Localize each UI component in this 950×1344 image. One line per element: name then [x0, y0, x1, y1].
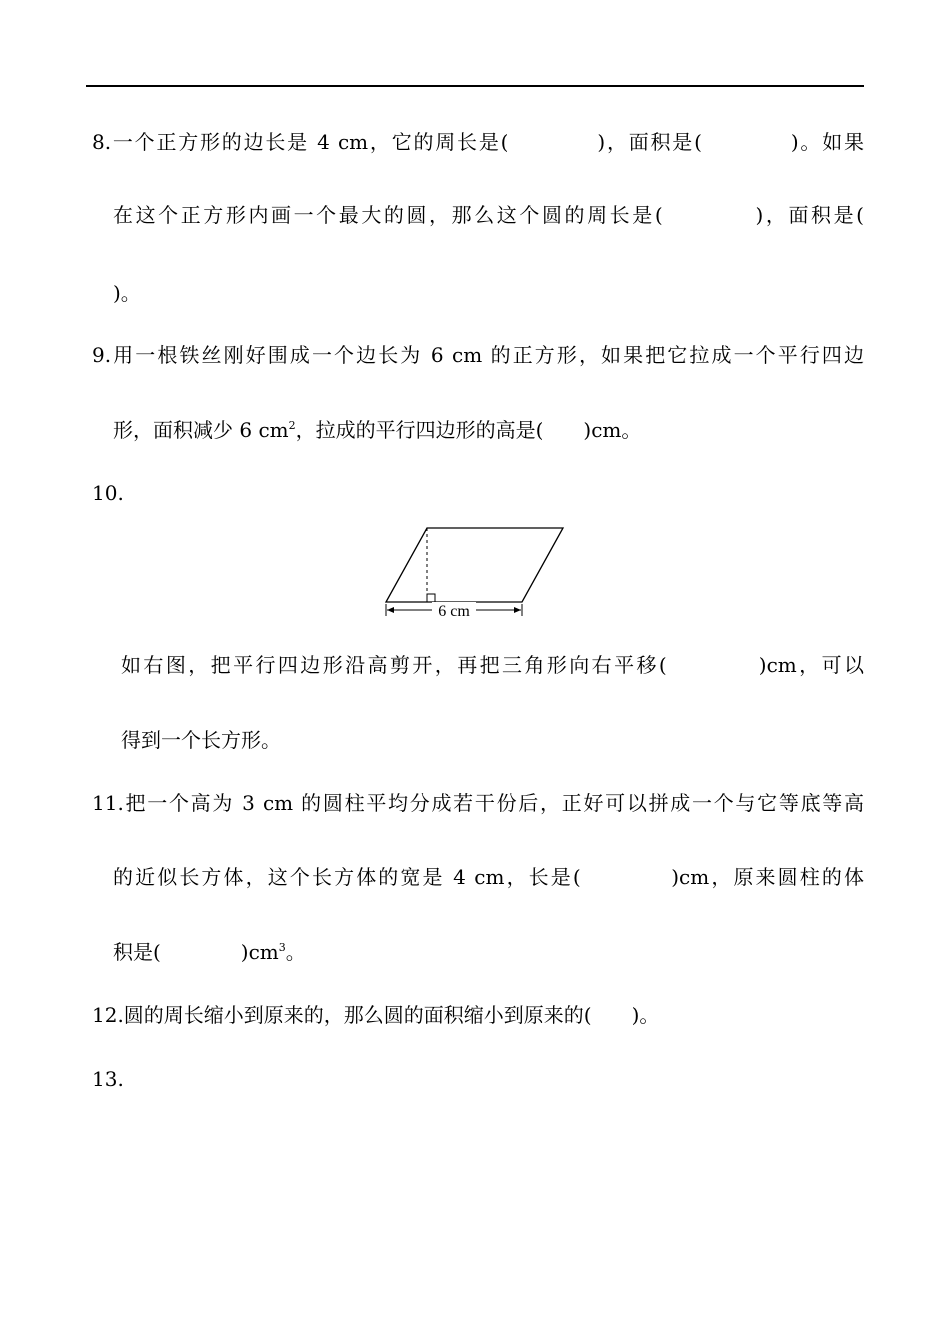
parallelogram-shape — [386, 528, 563, 602]
q11-line-3-b: 。 — [285, 940, 306, 964]
q11-line-1: 11.把一个高为 3 cm 的圆柱平均分成若干份后，正好可以拼成一个与它等底等高 — [92, 791, 864, 815]
q11-line-3-a: 积是( )cm — [113, 940, 279, 964]
q8-line-3: )。 — [113, 281, 141, 305]
parallelogram-figure — [380, 522, 570, 626]
dimension-label: 6 cm — [438, 603, 470, 620]
q12-line-1: 12.圆的周长缩小到原来的，那么圆的面积缩小到原来的( )。 — [92, 1003, 660, 1027]
q9-line-2-a: 形，面积减少 6 cm — [113, 418, 289, 442]
q8-line-1: 8.一个正方形的边长是 4 cm，它的周长是( )，面积是( )。如果 — [92, 130, 864, 154]
q11-sup: 3 — [278, 941, 286, 954]
header-rule — [86, 85, 864, 87]
q9-sup: 2 — [288, 419, 296, 432]
q11-line-2: 的近似长方体，这个长方体的宽是 4 cm，长是( )cm，原来圆柱的体 — [113, 865, 864, 889]
q9-line-2-b: ，拉成的平行四边形的高是( )cm。 — [295, 418, 642, 442]
q10-line-2: 得到一个长方形。 — [121, 728, 281, 752]
right-angle-mark — [427, 594, 435, 602]
q9-line-1: 9.用一根铁丝刚好围成一个边长为 6 cm 的正方形，如果把它拉成一个平行四边 — [92, 343, 864, 367]
q10-line-1: 如右图，把平行四边形沿高剪开，再把三角形向右平移( )cm，可以 — [121, 653, 864, 677]
arrow-left — [387, 607, 394, 613]
q11-line-3 — [113, 939, 306, 965]
q13-number: 13. — [92, 1067, 124, 1091]
q9-line-2 — [113, 417, 641, 443]
arrow-right — [514, 607, 521, 613]
q10-number: 10. — [92, 481, 124, 505]
q8-line-2: 在这个正方形内画一个最大的圆，那么这个圆的周长是( )，面积是( — [113, 203, 864, 227]
